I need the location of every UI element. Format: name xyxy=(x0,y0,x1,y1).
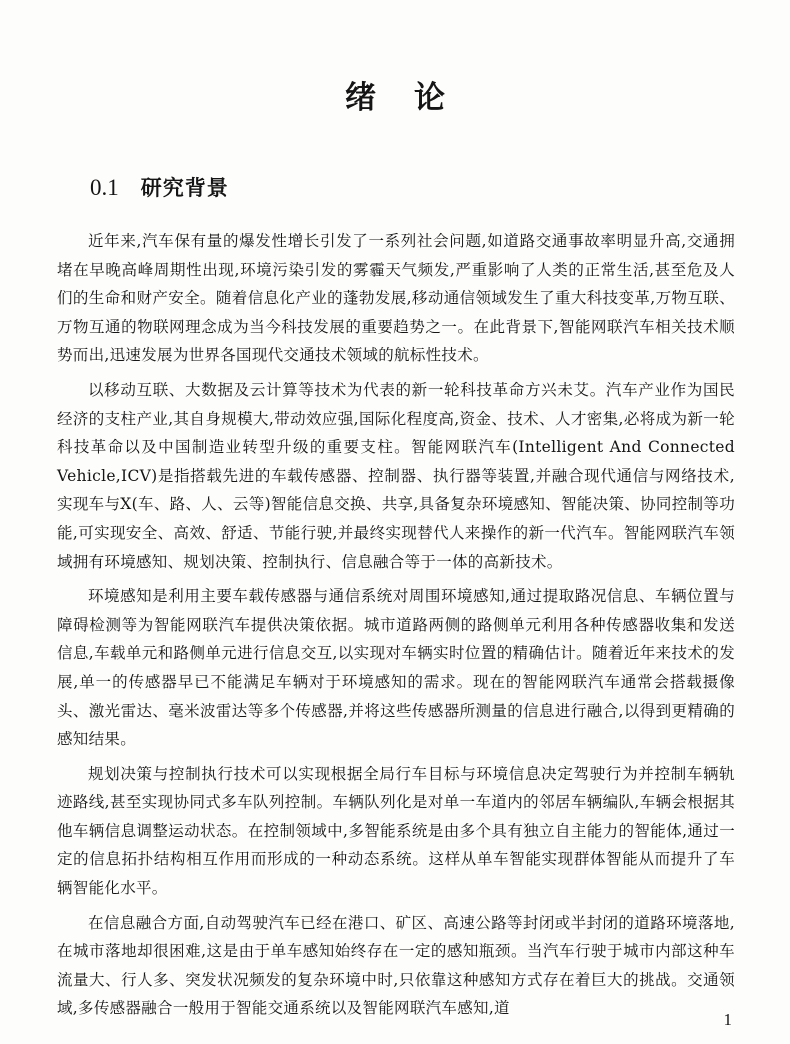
section-number: 0.1 xyxy=(90,175,119,200)
page-number: 1 xyxy=(723,1010,732,1029)
paragraph: 规划决策与控制执行技术可以实现根据全局行车目标与环境信息决定驾驶行为并控制车辆轨迹路线,甚至实现协同式多车队列控制。车辆队列化是对单一车道内的邻居车辆编队,车辆会根据其他车辆信息调整运动状态。在控制领域中,多智能系统是由多个具有独立自主能力的智能体,通过一定的信息拓扑结构相互作用而形成的一种动态系统。这样从单车智能实现群体智能从而提升了车辆智能化水平。 xyxy=(57,764,735,898)
paragraph: 以移动互联、大数据及云计算等技术为代表的新一轮科技革命方兴未艾。汽车产业作为国民经济的支柱产业,其自身规模大,带动效应强,国际化程度高,资金、技术、人才密集,必将成为新一轮科技革命以及中国制造业转型升级的重要支柱。智能网联汽车(Intelligent And Connected Vehicle,ICV)是指搭载先进的车载传感器、控制器、执行器等装置,并融合现代通信与网络技术,实现车与X(车、路、人、云等)智能信息交换、共享,具备复杂环境感知、智能决策、协同控制等功能,可实现安全、高效、舒适、节能行驶,并最终实现替代人来操作的新一代汽车。智能网联汽车领域拥有环境感知、规划决策、控制执行、信息融合等于一体的高新技术。 xyxy=(57,380,735,571)
section-heading xyxy=(90,172,229,204)
section-title: 研究背景 xyxy=(140,176,229,200)
paragraph: 近年来,汽车保有量的爆发性增长引发了一系列社会问题,如道路交通事故率明显升高,交通拥堵在早晚高峰周期性出现,环境污染引发的雾霾天气频发,严重影响了人类的正常生活,甚至危及人们的生命和财产安全。随着信息化产业的蓬勃发展,移动通信领域发生了重大科技变革,万物互联、万物互通的物联网理念成为当今科技发展的重要趋势之一。在此背景下,智能网联汽车相关技术顺势而出,迅速发展为世界各国现代交通技术领域的航标性技术。 xyxy=(57,232,735,365)
paragraph: 在信息融合方面,自动驾驶汽车已经在港口、矿区、高速公路等封闭或半封闭的道路环境落地,在城市落地却很困难,这是由于单车感知始终存在一定的感知瓶颈。当汽车行驶于城市内部这种车流量大、行人多、突发状况频发的复杂环境中时,只依靠这种感知方式存在着巨大的挑战。交通领域,多传感器融合一般用于智能交通系统以及智能网联汽车感知,道 xyxy=(57,913,735,1018)
paragraph: 环境感知是利用主要车载传感器与通信系统对周围环境感知,通过提取路况信息、车辆位置与障碍检测等为智能网联汽车提供决策依据。城市道路两侧的路侧单元利用各种传感器收集和发送信息,车载单元和路侧单元进行信息交互,以实现对车辆实时位置的精确估计。随着近年来技术的发展,单一的传感器早已不能满足车辆对于环境感知的需求。现在的智能网联汽车通常会搭载摄像头、激光雷达、毫米波雷达等多个传感器,并将这些传感器所测量的信息进行融合,以得到更精确的感知结果。 xyxy=(57,587,735,749)
body-text xyxy=(57,227,735,1029)
chapter-title: 绪论 xyxy=(345,80,483,116)
